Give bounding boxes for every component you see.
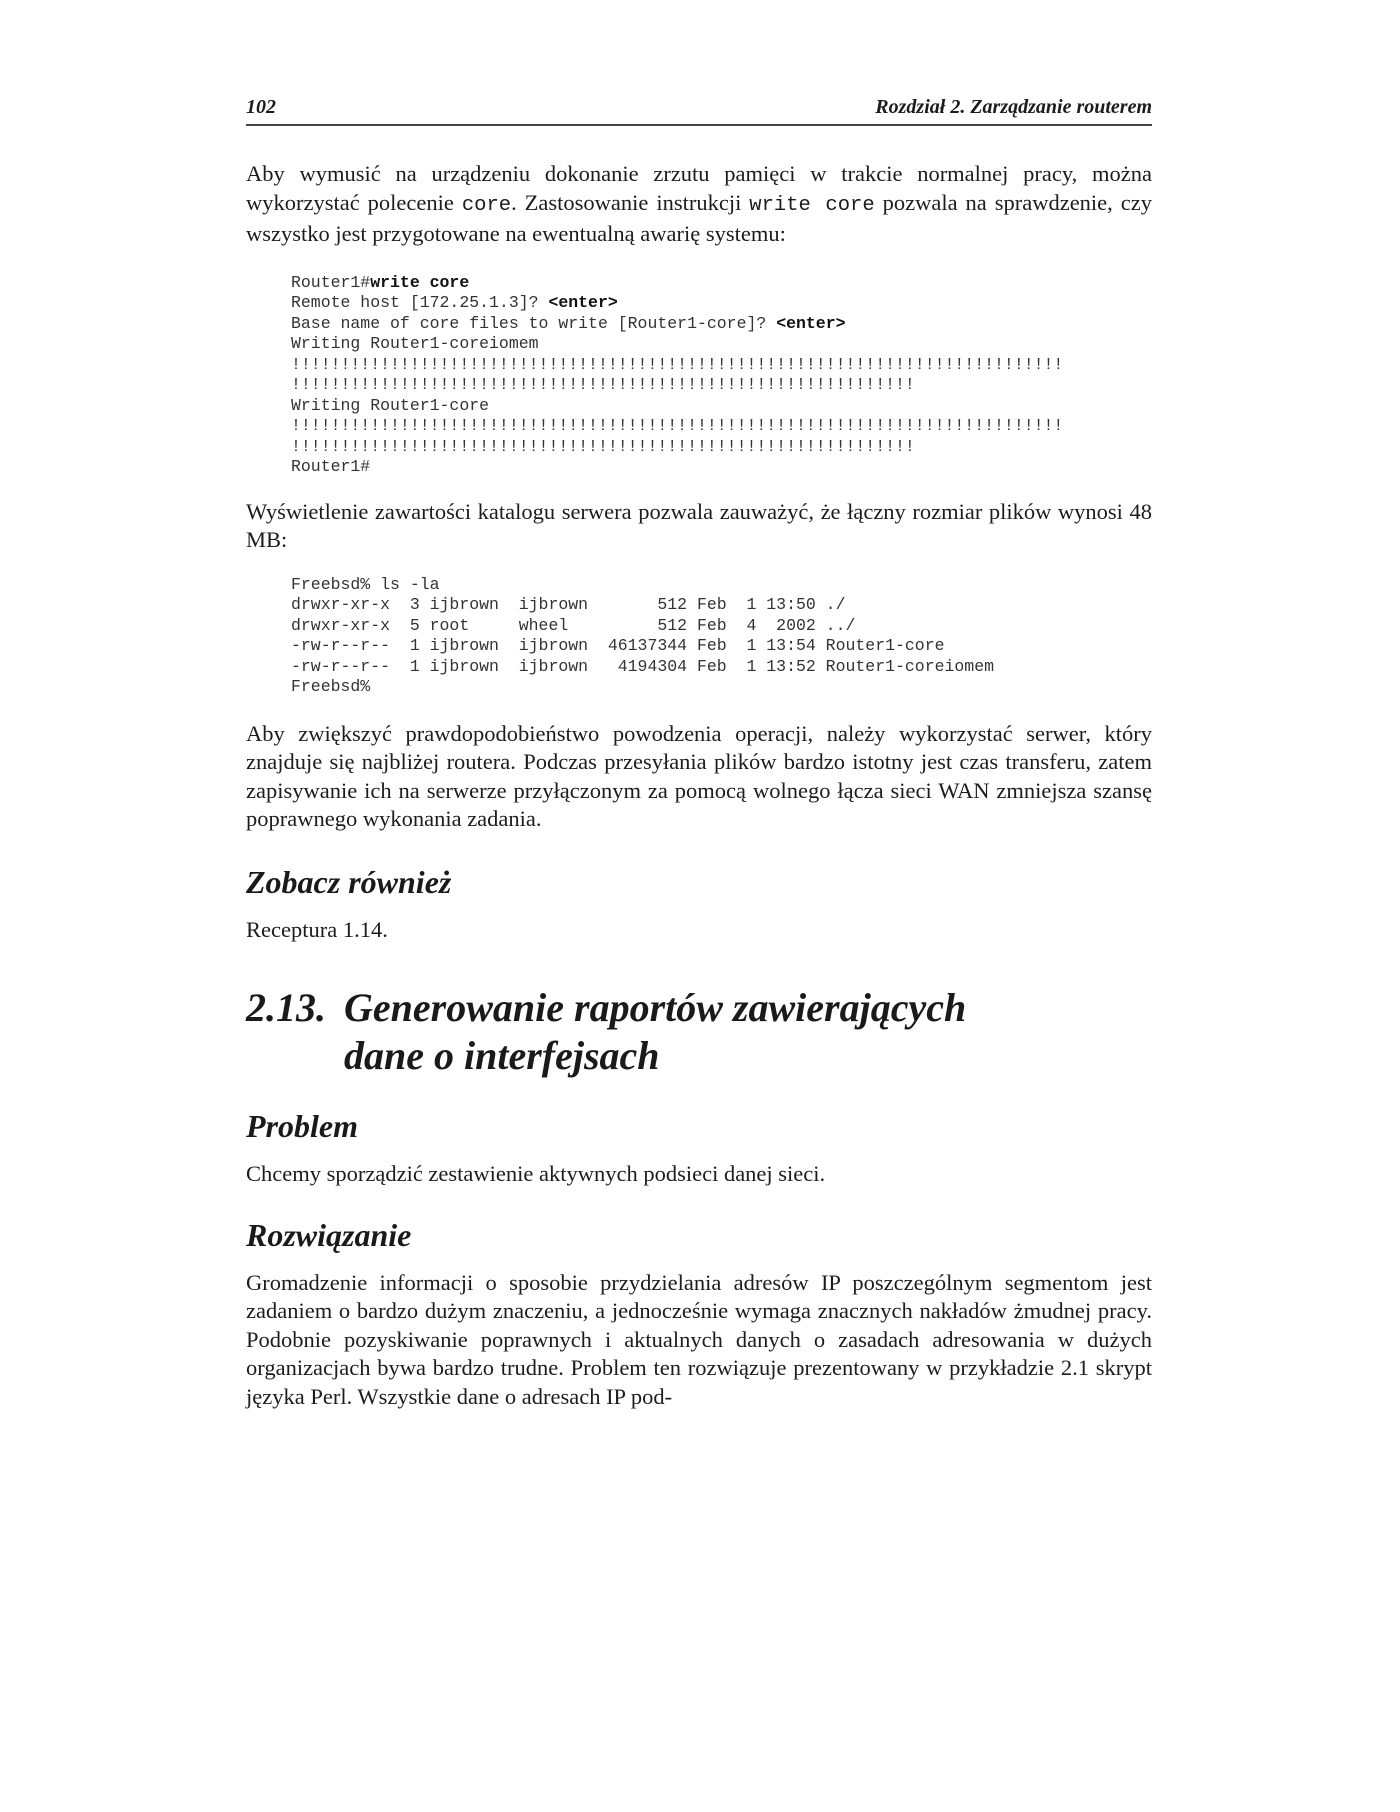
- paragraph-intro: [246, 160, 1152, 249]
- inline-code-core: core: [461, 193, 512, 217]
- page-number: 102: [246, 96, 276, 118]
- paragraph-directory: Wyświetlenie zawartości katalogu serwera pozwala zauważyć, że łączny rozmiar plików wynosi 48 MB:: [246, 498, 1152, 552]
- see-also-text: Receptura 1.14.: [246, 916, 388, 942]
- section-title-line: Generowanie raportów zawierających: [344, 985, 967, 1030]
- code-line: Freebsd% ls -la: [291, 574, 440, 594]
- inline-code-write-core: write core: [749, 193, 875, 217]
- code-line: drwxr-xr-x 5 root wheel 512 Feb 4 2002 ../: [291, 615, 856, 635]
- section-heading: [246, 984, 1152, 1080]
- code-line: drwxr-xr-x 3 ijbrown ijbrown 512 Feb 1 13:50 ./: [291, 595, 846, 614]
- text-run: Aby wymusić na urządzeniu dokonanie zrzutu pamięci w trakcie normalnej pracy, można wykorzystać polecenie: [246, 161, 1152, 215]
- problem-text: Chcemy sporządzić zestawienie aktywnych podsieci danej sieci.: [246, 1161, 826, 1186]
- code-listing-write-core: [246, 273, 1152, 478]
- code-line: !!!!!!!!!!!!!!!!!!!!!!!!!!!!!!!!!!!!!!!!!!!!!!!!!!!!!!!!!!!!!!!: [291, 375, 915, 394]
- heading-see-also: Zobacz również: [246, 863, 452, 900]
- code-line: Router1#write core: [291, 272, 470, 292]
- section-title-line: dane o interfejsach: [344, 1033, 660, 1078]
- code-line: -rw-r--r-- 1 ijbrown ijbrown 46137344 Feb 1 13:54 Router1-core: [291, 636, 945, 655]
- solution-text: Gromadzenie informacji o sposobie przydzielania adresów IP poszczególnym segmentom jest zadaniem o bardzo dużym znaczeniu, a jednocześnie wymaga znacznych nakładów żmudnej pracy. Podobnie pozyskiwanie poprawnych i aktualnych danych o zasadach adresowania w dużych organizacjach bywa bardzo trudne. Problem ten rozwiązuje prezentowany w przykładzie 2.1 skrypt języka Perl. Wszystkie dane o adresach IP pod-: [246, 1269, 1152, 1409]
- code-line: Writing Router1-core: [291, 395, 490, 415]
- chapter-title: Rozdział 2. Zarządzanie routerem: [875, 96, 1152, 118]
- code-line: Router1#: [291, 457, 371, 476]
- paragraph-server: Aby zwiększyć prawdopodobieństwo powodzenia operacji, należy wykorzystać serwer, który znajduje się najbliżej routera. Podczas przesyłania plików bardzo istotny jest czas transferu, zatem zapisywanie ich na serwerze przyłączonym za pomocą wolnego łącza sieci WAN zmniejsza szansę poprawnego wykonania zadania.: [246, 720, 1152, 831]
- heading-problem: Problem: [246, 1108, 358, 1144]
- section-number: 2.13.: [246, 985, 326, 1030]
- code-line: !!!!!!!!!!!!!!!!!!!!!!!!!!!!!!!!!!!!!!!!!!!!!!!!!!!!!!!!!!!!!!!!!!!!!!!!!!!!!!: [291, 416, 1064, 435]
- page-content: [246, 160, 1152, 1411]
- code-line: Freebsd%: [291, 677, 371, 696]
- code-line: Writing Router1-coreiomem: [291, 334, 539, 353]
- running-header: [246, 96, 1152, 126]
- code-listing-ls: [246, 575, 1152, 698]
- section-title: [344, 984, 966, 1080]
- text-run: pozwala na sprawdzenie, czy wszystko jest przygotowane na ewentualną awarię systemu:: [246, 189, 1152, 246]
- code-line: -rw-r--r-- 1 ijbrown ijbrown 4194304 Feb 1 13:52 Router1-coreiomem: [291, 656, 995, 676]
- code-line: Remote host [172.25.1.3]? <enter>: [291, 293, 618, 312]
- heading-solution: Rozwiązanie: [246, 1216, 412, 1253]
- text-run: . Zastosowanie instrukcji: [511, 189, 750, 215]
- code-line: Base name of core files to write [Router1-core]? <enter>: [291, 313, 846, 333]
- code-line: !!!!!!!!!!!!!!!!!!!!!!!!!!!!!!!!!!!!!!!!!!!!!!!!!!!!!!!!!!!!!!!: [291, 436, 915, 456]
- code-line: !!!!!!!!!!!!!!!!!!!!!!!!!!!!!!!!!!!!!!!!!!!!!!!!!!!!!!!!!!!!!!!!!!!!!!!!!!!!!!: [291, 354, 1064, 374]
